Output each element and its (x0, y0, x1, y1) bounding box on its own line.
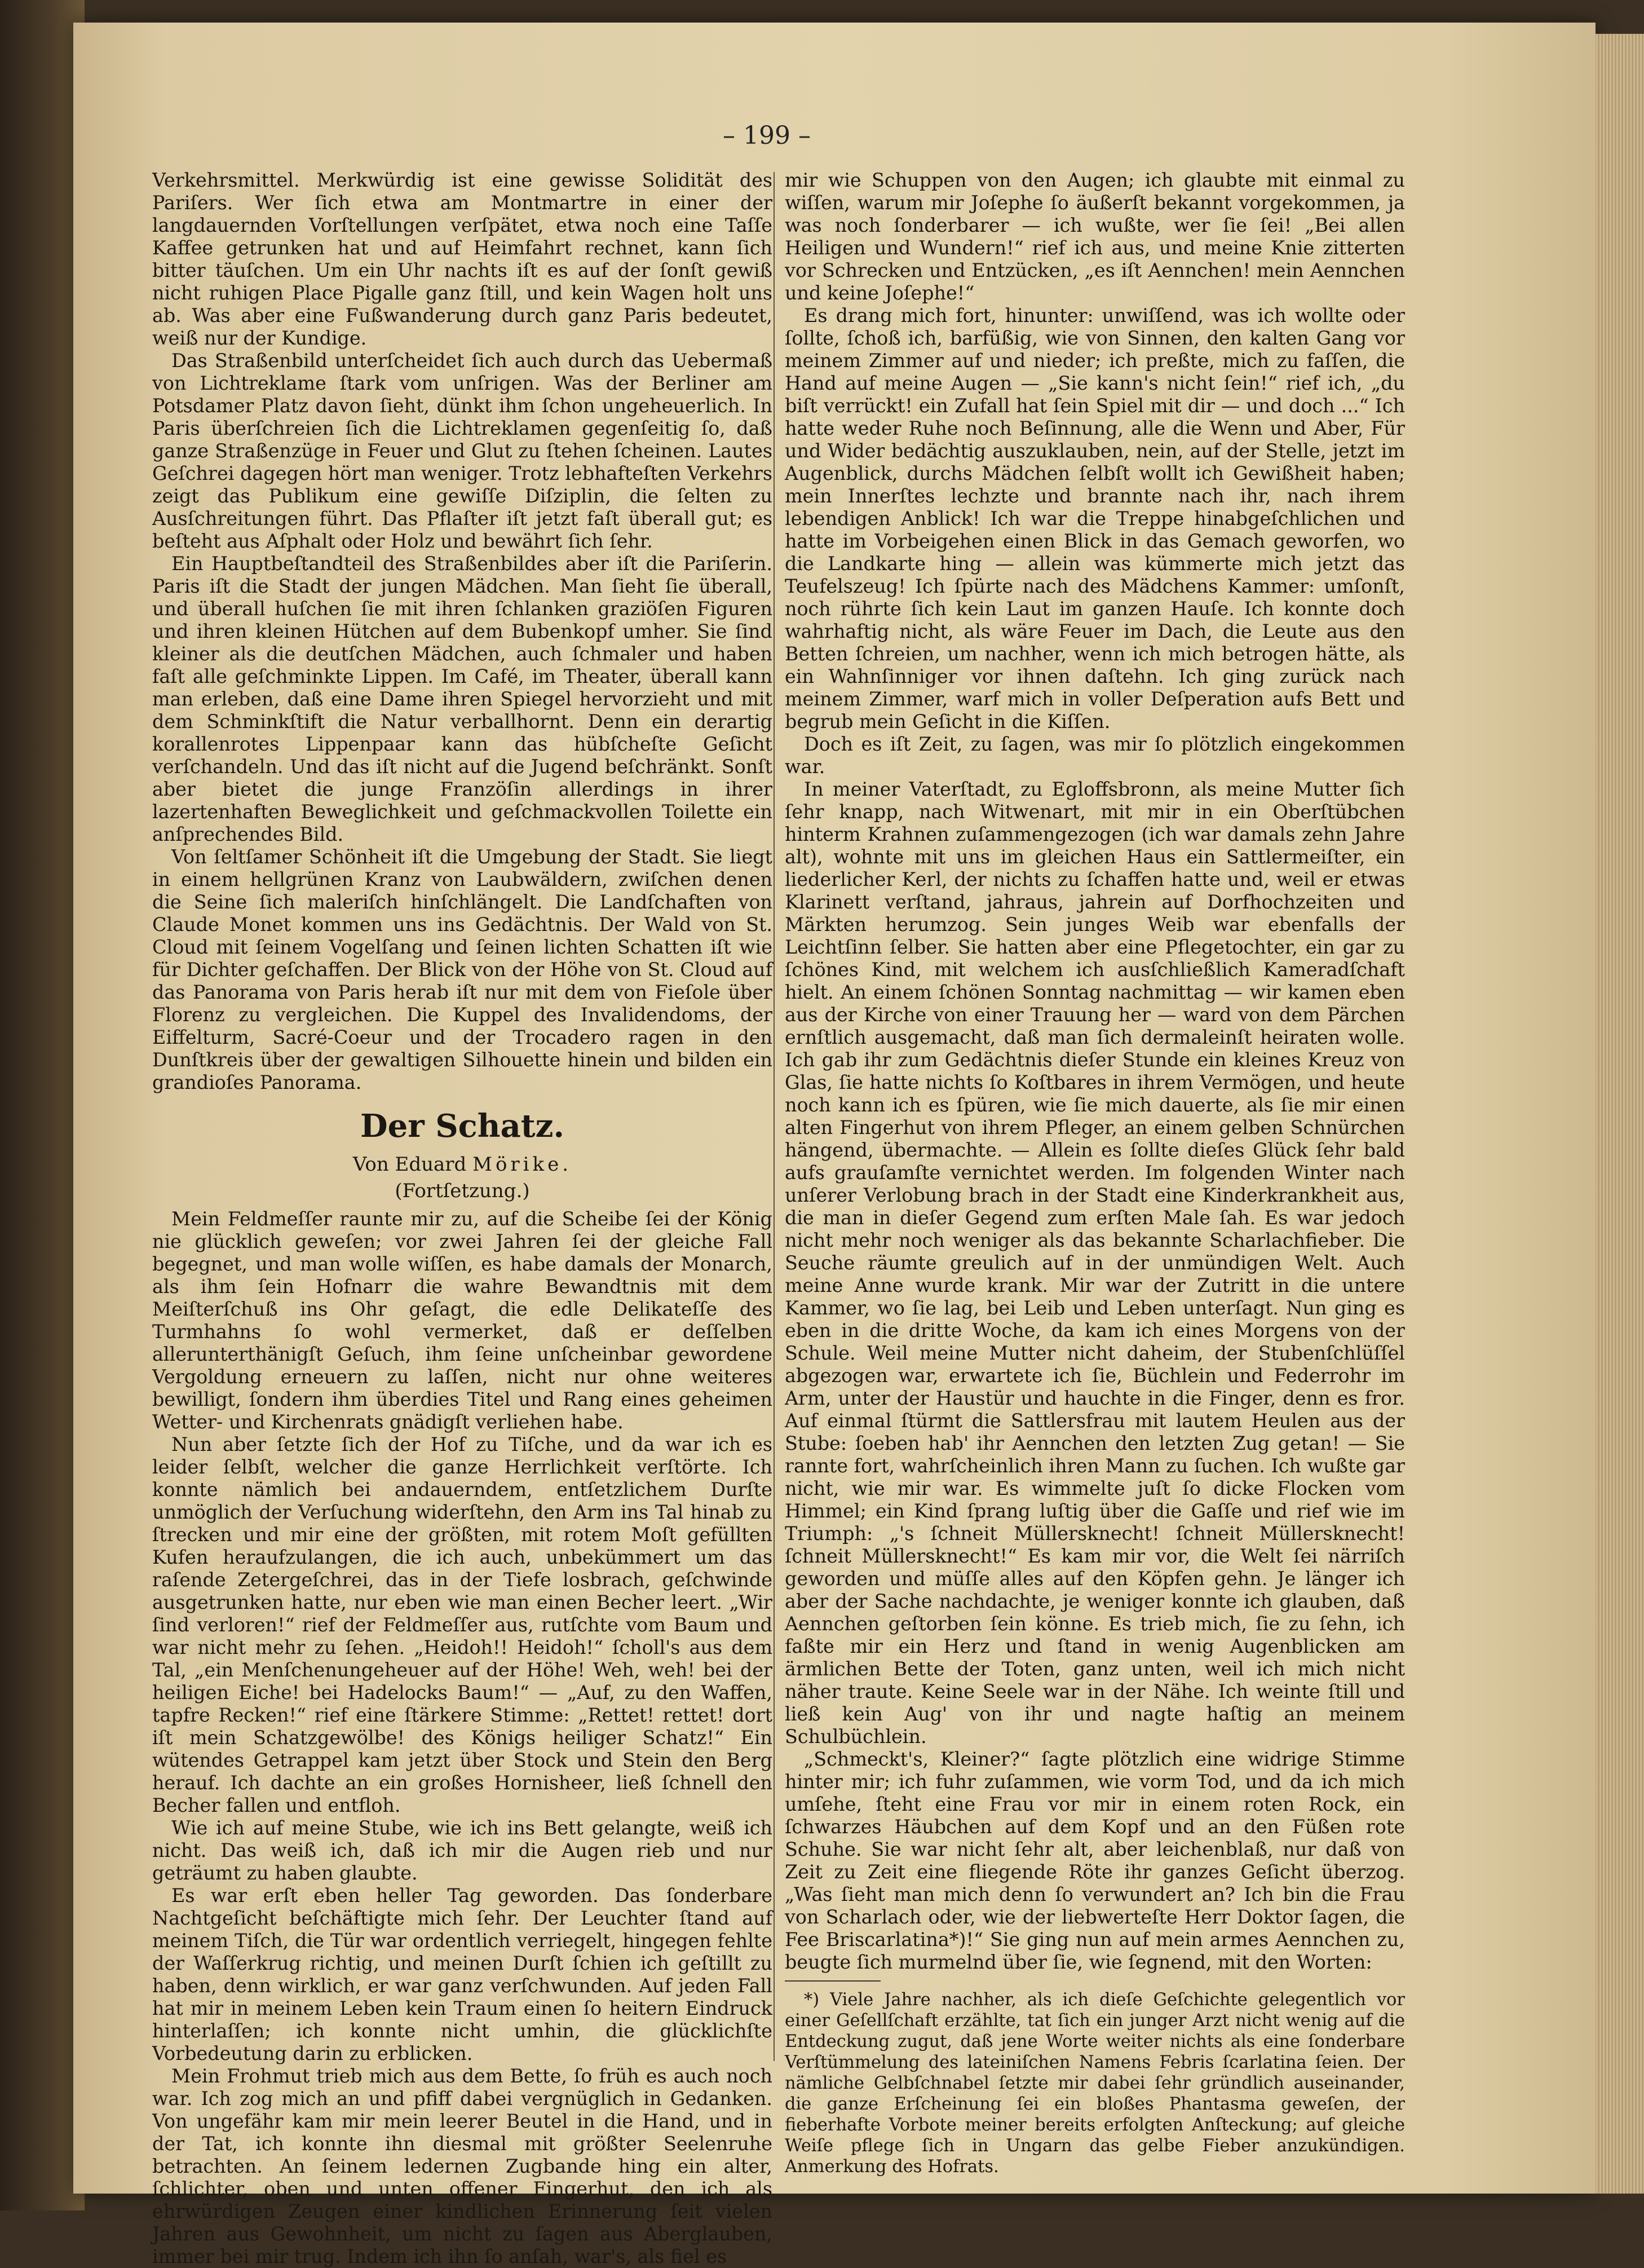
paragraph: In meiner Vaterſtadt, zu Egloffsbronn, als meine Mutter ſich ſehr knapp, nach Witwenart, mit mir in ein Oberſtübchen hinterm Krahnen zuſammengezogen (ich war damals zehn Jahre alt), wohnte mit uns im gleichen Haus ein Sattlermeiſter, ein liederlicher Kerl, der nichts zu ſchaffen hatte und, weil er etwas Klarinett verſtand, jahraus, jahrein auf Dorfhochzeiten und Märkten herumzog. Sein junges Weib war ebenfalls der Leichtſinn ſelber. Sie hatten aber eine Pflegetochter, ein gar zu ſchönes Kind, mit welchem ich ausſchließlich Kameradſchaft hielt. An einem ſchönen Sonntag nachmittag — wir kamen eben aus der Kirche von einer Trauung her — ward von dem Pärchen ernſtlich ausgemacht, daß man ſich dermaleinſt heiraten wolle. Ich gab ihr zum Gedächtnis dieſer Stunde ein kleines Kreuz von Glas, ſie hatte nichts ſo Koſtbares in ihrem Vermögen, und heute noch kann ich es ſpüren, wie ſie mich dauerte, als ſie mir einen alten Fingerhut von ihrem Pfleger, an einem gelben Schnürchen hängend, übermachte. — Allein es ſollte dieſes Glück ſehr bald aufs grauſamſte vernichtet werden. Im folgenden Winter nach unſerer Verlobung brach in der Stadt eine Kinderkrankheit aus, die man in dieſer Gegend zum erſten Male ſah. Es war jedoch nicht mehr noch weniger als das bekannte Scharlachfieber. Die Seuche räumte greulich auf in der unmündigen Welt. Auch meine Anne wurde krank. Mir war der Zutritt in die untere Kammer, wo ſie lag, bei Leib und Leben unterſagt. Nun ging es eben in die dritte Woche, da kam ich eines Morgens von der Schule. Weil meine Mutter nicht daheim, der Stubenſchlüſſel abgezogen war, erwartete ich ſie, Büchlein und Federrohr im Arm, unter der Haustür und hauchte in die Finger, denn es fror. Auf einmal ſtürmt die Sattlersfrau mit lautem Heulen aus der Stube: ſoeben hab' ihr Aennchen den letzten Zug getan! — Sie rannte fort, wahrſcheinlich ihren Mann zu ſuchen. Ich wußte gar nicht, wie mir war. Es wimmelte juſt ſo dicke Flocken vom Himmel; ein Kind ſprang luſtig über die Gaſſe und rief wie im Triumph: „'s ſchneit Müllersknecht! ſchneit Müllersknecht! ſchneit Müllersknecht!“ Es kam mir vor, die Welt ſei närriſch geworden und müſſe alles auf den Köpfen gehn. Je länger ich aber der Sache nachdachte, je weniger konnte ich glauben, daß Aennchen geſtorben ſein könne. Es trieb mich, ſie zu ſehn, ich faßte mir ein Herz und ſtand in wenig Augenblicken am ärmlichen Bette der Toten, ganz unten, weil ich mich nicht näher traute. Keine Seele war in der Nähe. Ich weinte ſtill und ließ kein Aug' von ihr und nagte haſtig an meinem Schulbüchlein. (785, 778, 1405, 1748)
byline (152, 1151, 772, 1177)
paragraph: Nun aber ſetzte ſich der Hof zu Tiſche, und da war ich es leider ſelbſt, welcher die ganze Herrlichkeit verſtörte. Ich konnte nämlich bei andauerndem, entſetzlichem Durſte unmöglich der Verſuchung widerſtehn, den Arm ins Tal hinab zu ſtrecken und mir eine der größten, mit rotem Moſt gefüllten Kufen heraufzulangen, die ich auch, unbekümmert um das raſende Zetergeſchrei, das in der Tiefe losbrach, geſchwinde ausgetrunken hatte, nur eben wie man einen Becher leert. „Wir ſind verloren!“ rief der Feldmeſſer aus, rutſchte vom Baum und war nicht mehr zu ſehen. „Heidoh!! Heidoh!“ ſcholl's aus dem Tal, „ein Menſchenungeheuer auf der Höhe! Weh, weh! bei der heiligen Eiche! bei Hadelocks Baum!“ — „Auf, zu den Waffen, tapfre Recken!“ rief eine ſtärkere Stimme: „Rettet! rettet! dort iſt mein Schatzgewölbe! des Königs heiliger Schatz!“ Ein wütendes Getrappel kam jetzt über Stock und Stein den Berg herauf. Ich dachte an ein großes Hornisheer, ließ ſchnell den Becher fallen und entfloh. (152, 1433, 772, 1816)
paragraph: Ein Hauptbeſtandteil des Straßenbildes aber iſt die Pariſerin. Paris iſt die Stadt der jungen Mädchen. Man ſieht ſie überall, und überall huſchen ſie mit ihren ſchlanken graziöſen Figuren und ihren kleinen Hütchen auf dem Bubenkopf umher. Sie ſind kleiner als die deutſchen Mädchen, auch ſchmaler und haben faſt alle geſchminkte Lippen. Im Café, im Theater, überall kann man erleben, daß eine Dame ihren Spiegel hervorzieht und mit dem Schminkſtift die Natur verballhornt. Denn ein derartig korallenrotes Lippenpaar kann das hübſcheſte Geſicht verſchandeln. Und das iſt nicht auf die Jugend beſchränkt. Sonſt aber bietet die junge Franzöſin allerdings in ihrer lazertenhaften Beweglichkeit und geſchmackvollen Toilette ein anſprechendes Bild. (152, 553, 772, 845)
page-number: – 199 – (723, 121, 811, 150)
paragraph: „Schmeckt's, Kleiner?“ ſagte plötzlich eine widrige Stimme hinter mir; ich fuhr zuſammen, wie vorm Tod, und da ich mich umſehe, ſteht eine Frau vor mir in einem roten Rock, ein ſchwarzes Häubchen auf dem Kopf und an den Füßen rote Schuhe. Sie war nicht ſehr alt, aber leichenblaß, nur daß von Zeit zu Zeit eine fliegende Röte ihr ganzes Geſicht überzog. „Was ſieht man mich denn ſo verwundert an? Ich bin die Frau von Scharlach oder, wie der liebwerteſte Herr Doktor ſagen, die Fee Briscarlatina*)!“ Sie ging nun auf mein armes Aennchen zu, beugte ſich murmelnd über ſie, wie ſegnend, mit den Worten: (785, 1748, 1405, 1973)
paragraph: Es war erſt eben heller Tag geworden. Das ſonderbare Nachtgeſicht beſchäftigte mich ſehr. Der Leuchter ſtand auf meinem Tiſch, die Tür war ordentlich verriegelt, hingegen fehlte der Waſſerkrug richtig, und meinen Durſt ſchien ich geſtillt zu haben, denn wirklich, er war ganz verſchwunden. Auf jeden Fall hat mir in meinem Leben kein Traum einen ſo heitern Eindruck hinterlaſſen; ich konnte nicht umhin, die glücklichſte Vorbedeutung darin zu erblicken. (152, 1885, 772, 2064)
continuation-note: (Fortſetzung.) (395, 1180, 530, 1202)
footnote-rule (785, 1980, 881, 1982)
footnote (785, 1989, 1405, 2177)
paragraph: Mein Feldmeſſer raunte mir zu, auf die Scheibe ſei der König nie glücklich geweſen; vor zwei Jahren ſei der gleiche Fall begegnet, und man wolle wiſſen, es habe damals der Monarch, als ihm ſein Hofnarr die wahre Bewandtnis mit dem Meiſterſchuß ins Ohr geſagt, die edle Delikateſſe des Turmhahns ſo wohl vermerket, daß er deſſelben allerunterthänigſt Geſuch, ihm ſeine unſcheinbar gewordene Vergoldung erneuern zu laſſen, nicht nur ohne weiteres bewilligt, ſondern ihm überdies Titel und Rang eines geheimen Wetter- und Kirchenrats gnädigſt verliehen habe. (152, 1208, 772, 1433)
left-column (152, 169, 772, 2268)
story-title: Der Schatz. (360, 1107, 564, 1145)
byline-prefix: Von Eduard (352, 1153, 467, 1176)
column-divider (774, 172, 775, 2061)
paragraph: Es drang mich fort, hinunter: unwiſſend, was ich wollte oder ſollte, ſchoß ich, barfüßig, wie von Sinnen, den kalten Gang vor meinem Zimmer auf und nieder; ich preßte, mich zu faſſen, die Hand auf meine Augen — „Sie kann's nicht ſein!“ rief ich, „du biſt verrückt! ein Zufall hat ſein Spiel mit dir — und doch ...“ Ich hatte weder Ruhe noch Beſinnung, alle die Wenn und Aber, Für und Wider bedächtig auszuklauben, nein, auf der Stelle, jetzt im Augenblick, durchs Mädchen ſelbſt wollt ich Gewißheit haben; mein Innerſtes lechzte und brannte nach ihr, nach ihrem lebendigen Anblick! Ich war die Treppe hinabgeſchlichen und hatte im Vorbeigehen einen Blick in das Gemach geworfen, wo die Landkarte hing — allein was kümmerte mich jetzt das Teufelszeug! Ich ſpürte nach des Mädchens Kammer: umſonſt, noch rührte ſich kein Laut im ganzen Hauſe. Ich konnte doch wahrhaftig nicht, als wäre Feuer im Dach, die Leute aus den Betten ſchreien, um nachher, wenn ich mich betrogen hätte, als ein Wahnſinniger vor ihnen daſtehn. Ich ging zurück nach meinem Zimmer, warf mich in voller Deſperation aufs Bett und begrub mein Geſicht in die Kiſſen. (785, 305, 1405, 733)
paragraph: Wie ich auf meine Stube, wie ich ins Bett gelangte, weiß ich nicht. Das weiß ich, daß ich mir die Augen rieb und nur geträumt zu haben glaubte. (152, 1817, 772, 1884)
paragraph: Verkehrsmittel. Merkwürdig ist eine gewisse Solidität des Pariſers. Wer ſich etwa am Montmartre in einer der langdauernden Vorſtellungen verſpätet, etwa noch eine Taſſe Kaffee getrunken hat und auf Heimfahrt rechnet, kann ſich bitter täuſchen. Um ein Uhr nachts iſt es auf der ſonſt gewiß nicht ruhigen Place Pigalle ganz ſtill, und kein Wagen holt uns ab. Was aber eine Fußwanderung durch ganz Paris bedeutet, weiß nur der Kundige. (152, 169, 772, 349)
page-number-value: 199 (743, 121, 790, 150)
book-spine (0, 0, 85, 2210)
paragraph: Doch es iſt Zeit, zu ſagen, was mir ſo plötzlich eingekommen war. (785, 733, 1405, 778)
page-edges (1596, 34, 1644, 2194)
paragraph: Mein Frohmut trieb mich aus dem Bette, ſo früh es auch noch war. Ich zog mich an und pfiff dabei vergnüglich in Gedanken. Von ungefähr kam mir mein leerer Beutel in die Hand, und in der Tat, ich konnte ihn diesmal mit größter Seelenruhe betrachten. An ſeinem ledernen Zugbande hing ein alter, ſchlichter, oben und unten offener Fingerhut, den ich als ehrwürdigen Zeugen einer kindlichen Erinnerung ſeit vielen Jahren aus Gewohnheit, um nicht zu ſagen aus Aberglauben, immer bei mir trug. Indem ich ihn ſo anſah, war's, als fiel es (152, 2065, 772, 2267)
byline-author: Mörike. (472, 1153, 572, 1176)
footnote-text: *) Viele Jahre nachher, als ich dieſe Geſchichte gelegentlich vor einer Geſellſchaft erzählte, tat ſich ein junger Arzt nicht wenig auf die Entdeckung zugut, daß jene Worte weiter nichts als eine ſonderbare Verſtümmelung des lateiniſchen Namens Febris ſcarlatina ſeien. Der nämliche Gelbſchnabel ſetzte mir dabei ſehr gründlich auseinander, die ganze Erſcheinung ſei ein bloßes Phantasma geweſen, der fieberhafte Vorbote meiner bereits erfolgten Anſteckung; auf gleiche Weiſe pflege ſich in Ungarn das gelbe Fieber anzukündigen. Anmerkung des Hofrats. (785, 1990, 1405, 2177)
paragraph: mir wie Schuppen von den Augen; ich glaubte mit einmal zu wiſſen, warum mir Joſephe ſo äußerſt bekannt vorgekommen, ja was noch ſonderbarer — ich wußte, wer ſie ſei! „Bei allen Heiligen und Wundern!“ rief ich aus, und meine Knie zitterten vor Schrecken und Entzücken, „es iſt Aennchen! mein Aennchen und keine Joſephe!“ (785, 169, 1405, 304)
paragraph: Von ſeltſamer Schönheit iſt die Umgebung der Stadt. Sie liegt in einem hellgrünen Kranz von Laubwäldern, zwiſchen denen die Seine ſich maleriſch hinſchlängelt. Die Landſchaften von Claude Monet kommen uns ins Gedächtnis. Der Wald von St. Cloud mit ſeinem Vogelſang und ſeinen lichten Schatten iſt wie für Dichter geſchaffen. Der Blick von der Höhe von St. Cloud auf das Panorama von Paris herab iſt nur mit dem von Fieſole über Florenz zu vergleichen. Die Kuppel des Invalidendoms, der Eiffelturm, Sacré-Coeur und der Trocadero ragen in den Dunſtkreis über der gewaltigen Silhouette hinein und bilden ein grandioſes Panorama. (152, 846, 772, 1093)
paragraph: Das Straßenbild unterſcheidet ſich auch durch das Uebermaß von Lichtreklame ſtark vom unſrigen. Was der Berliner am Potsdamer Platz davon ſieht, dünkt ihm ſchon ungeheuerlich. In Paris überſchreien ſich die Lichtreklamen gegenſeitig ſo, daß ganze Straßenzüge in Feuer und Glut zu ſtehen ſcheinen. Lautes Geſchrei dagegen hört man weniger. Trotz lebhafteſten Verkehrs zeigt das Publikum eine gewiſſe Diſziplin, die ſelten zu Ausſchreitungen führt. Das Pflaſter iſt jetzt faſt überall gut; es beſteht aus Aſphalt oder Holz und bewährt ſich ſehr. (152, 350, 772, 552)
right-column (785, 169, 1405, 2177)
